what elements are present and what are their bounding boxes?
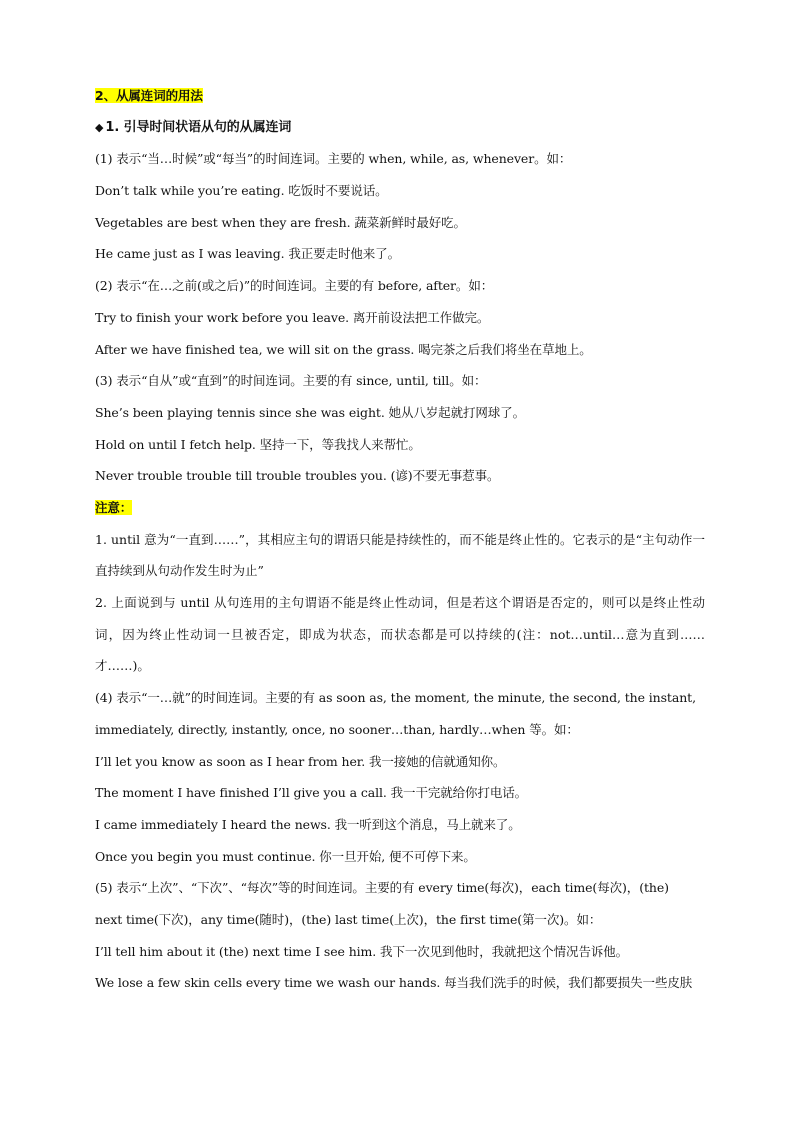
text-line: (4) 表示“一…就”的时间连词。主要的有 as soon as, the moment, the minute, the second, the instant, xyxy=(95,690,696,706)
text-line: I’ll tell him about it (the) next time I see him. 我下一次见到他时，我就把这个情况告诉他。 xyxy=(95,943,629,959)
text-line: After we have finished tea, we will sit on the grass. 喝完茶之后我们将坐在草地上。 xyxy=(95,341,592,357)
text-line: She’s been playing tennis since she was eight. 她从八岁起就打网球了。 xyxy=(95,404,525,420)
note-paragraph: 1. until 意为“一直到……”，其相应主句的谓语只能是持续性的，而不能是终止性的。它表示的是“主句动作一直持续到从句动作发生时为止” xyxy=(95,531,705,579)
text-line: Once you begin you must continue. 你一旦开始, 便不可停下来。 xyxy=(95,848,476,864)
text-line: Try to finish your work before you leave. 离开前设法把工作做完。 xyxy=(95,309,490,325)
subsection-title-row xyxy=(95,112,705,144)
text-line: (1) 表示“当…时候”或“每当”的时间连词。主要的 when, while, as, whenever。如： xyxy=(95,151,572,167)
text-line: Hold on until I fetch help. 坚持一下，等我找人来帮忙。 xyxy=(95,436,421,452)
text-line: (2) 表示“在…之前(或之后)”的时间连词。主要的有 before, after。如： xyxy=(95,278,494,294)
text-line: Never trouble trouble till trouble troubles you. (谚)不要无事惹事。 xyxy=(95,468,500,484)
diamond-bullet-icon: ◆ xyxy=(95,120,104,134)
text-line: (5) 表示“上次”、“下次”、“每次”等的时间连词。主要的有 every time(每次)，each time(每次)，(the) xyxy=(95,880,669,896)
note-label: 注意： xyxy=(95,499,133,515)
section-title-row xyxy=(95,80,705,112)
text-line: I came immediately I heard the news. 我一听到这个消息，马上就来了。 xyxy=(95,816,521,832)
text-line: Vegetables are best when they are fresh. 蔬菜新鲜时最好吃。 xyxy=(95,214,466,230)
note-label-row xyxy=(95,492,705,524)
document-page xyxy=(95,80,705,999)
text-line: (3) 表示“自从”或“直到”的时间连词。主要的有 since, until, till。如： xyxy=(95,373,487,389)
text-line: next time(下次)，any time(随时)，(the) last time(上次)，the first time(第一次)。如： xyxy=(95,911,602,927)
subsection-title: 1. 引导时间状语从句的从属连词 xyxy=(105,119,292,135)
note-paragraph: 2. 上面说到与 until 从句连用的主句谓语不能是终止性动词，但是若这个谓语是否定的，则可以是终止性动词，因为终止性动词一旦被否定，即成为状态，而状态都是可以持续的(注：not…until…意为直到……才……)。 xyxy=(95,595,705,674)
text-line: The moment I have finished I’ll give you a call. 我一干完就给你打电话。 xyxy=(95,785,528,801)
section-title: 2、从属连词的用法 xyxy=(95,88,203,103)
text-line: immediately, directly, instantly, once, no sooner…than, hardly…when 等。如： xyxy=(95,721,579,737)
text-line: Don’t talk while you’re eating. 吃饭时不要说话。 xyxy=(95,183,388,199)
text-line: I’ll let you know as soon as I hear from her. 我一接她的信就通知你。 xyxy=(95,753,506,769)
text-line: We lose a few skin cells every time we wash our hands. 每当我们洗手的时候，我们都要损失一些皮肤 xyxy=(95,975,693,991)
text-line: He came just as I was leaving. 我正要走时他来了。 xyxy=(95,246,400,262)
